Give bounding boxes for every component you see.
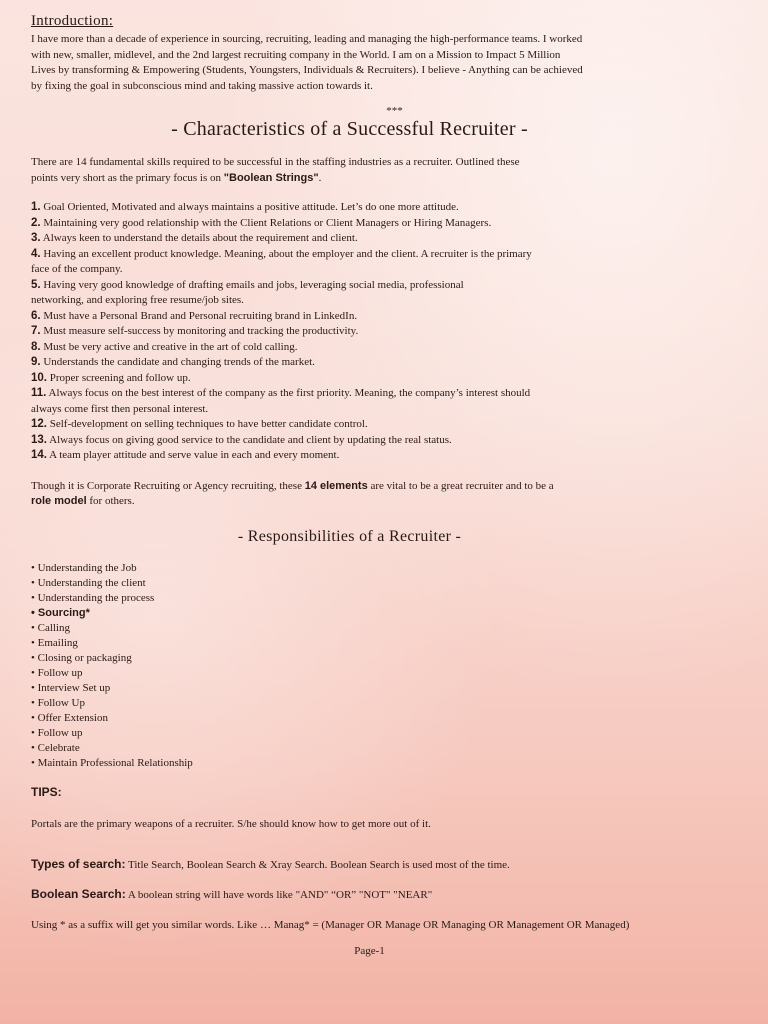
- skill-text: Proper screening and follow up.: [49, 371, 191, 384]
- boolean-search-text: A boolean string will have words like "AND" “OR” "NOT" "NEAR": [125, 888, 433, 901]
- section-separator: ***: [386, 105, 403, 117]
- skill-text: Self-development on selling techniques to have better candidate control.: [49, 418, 368, 430]
- types-of-search-text: Title Search, Boolean Search & Xray Search. Boolean Search is used most of the time.: [125, 859, 510, 871]
- skill-number: 14.: [31, 449, 47, 461]
- skill-text: Having very good knowledge of drafting emails and jobs, leveraging social media, professional: [43, 278, 464, 291]
- intro-line: by fixing the goal in subconscious mind and taking massive action towards it.: [31, 79, 373, 92]
- responsibility-item: • Celebrate: [31, 741, 80, 754]
- types-of-search: [31, 857, 738, 874]
- characteristics-lead: [31, 155, 738, 186]
- skill-text: Must be very active and creative in the art of cold calling.: [43, 340, 298, 353]
- skill-item: [31, 231, 738, 247]
- responsibility-item: • Follow up: [31, 726, 83, 739]
- skill-item: [31, 417, 738, 433]
- characteristics-title: - Characteristics of a Successful Recruiter -: [171, 118, 528, 140]
- skills-list: [31, 200, 738, 464]
- responsibility-item: • Interview Set up: [31, 681, 111, 694]
- skill-text: Always focus on the best interest of the company as the first priority. Meaning, the company’s interest should: [48, 387, 531, 399]
- skill-item: [31, 448, 738, 464]
- skill-text: Always keen to understand the details about the requirement and client.: [42, 232, 358, 244]
- skill-item: [31, 200, 738, 216]
- skill-item: [31, 340, 738, 356]
- skill-text: face of the company.: [31, 263, 123, 275]
- types-of-search-label: Types of search:: [31, 857, 126, 871]
- responsibilities-title: - Responsibilities of a Recruiter -: [237, 527, 462, 545]
- skill-number: 4.: [31, 247, 41, 260]
- summary-text: Though it is Corporate Recruiting or Agency recruiting, these: [31, 479, 305, 492]
- page-number: Page-1: [354, 945, 385, 957]
- summary-line: [31, 479, 738, 495]
- lead-line: There are 14 fundamental skills required to be successful in the staffing industries as a recruiter. Outlined these: [31, 156, 520, 168]
- skill-number: 12.: [31, 418, 47, 430]
- skill-number: 13.: [31, 433, 47, 446]
- skill-number: 8.: [31, 340, 41, 353]
- lead-line: [31, 171, 738, 187]
- skill-number: 11.: [31, 387, 47, 399]
- skill-text: Having an excellent product knowledge. Meaning, about the employer and the client. A recruiter is the primary: [43, 247, 532, 260]
- skill-text: networking, and exploring free resume/job sites.: [31, 294, 244, 306]
- responsibility-item: • Calling: [31, 621, 70, 634]
- responsibility-item: • Maintain Professional Relationship: [31, 756, 193, 769]
- summary-text: are vital to be a great recruiter and to be a: [367, 479, 554, 492]
- characteristics-summary: [31, 479, 738, 510]
- skill-number: 10.: [31, 371, 47, 384]
- skill-item: [31, 324, 738, 340]
- lead-text: points very short as the primary focus is on: [31, 171, 224, 184]
- tips-portals: Portals are the primary weapons of a recruiter. S/he should know how to get more out of it.: [31, 817, 431, 830]
- skill-item: [31, 386, 738, 417]
- skill-text: Always focus on giving good service to the candidate and client by updating the real status.: [49, 433, 452, 446]
- skill-text: A team player attitude and serve value in each and every moment.: [49, 449, 340, 461]
- skill-item: [31, 309, 738, 325]
- summary-emphasis: 14 elements: [304, 479, 368, 492]
- skill-text: Must have a Personal Brand and Personal recruiting brand in LinkedIn.: [43, 309, 358, 322]
- responsibility-item: • Understanding the Job: [31, 561, 137, 574]
- responsibility-item: • Offer Extension: [31, 711, 108, 724]
- skill-number: 5.: [31, 278, 41, 291]
- skill-number: 7.: [31, 325, 41, 337]
- skill-number: 9.: [31, 356, 41, 368]
- skill-item: [31, 371, 738, 387]
- responsibility-item: • Follow up: [31, 666, 83, 679]
- boolean-search: [31, 887, 738, 904]
- skill-text: Maintaining very good relationship with the Client Relations or Client Managers or Hiring Managers.: [43, 216, 492, 229]
- skill-item: [31, 433, 738, 449]
- summary-line: [31, 494, 738, 510]
- responsibilities-list: [31, 561, 738, 771]
- intro-line: Lives by transforming & Empowering (Students, Youngsters, Individuals & Recruiters). I believe - Anything can be achieved: [31, 64, 583, 76]
- responsibility-item: • Emailing: [31, 636, 78, 649]
- intro-line: I have more than a decade of experience in sourcing, recruiting, leading and managing the high-performance teams. I worked: [31, 33, 583, 45]
- skill-number: 6.: [31, 309, 41, 322]
- responsibility-item: • Closing or packaging: [31, 651, 132, 664]
- skill-number: 3.: [31, 232, 41, 244]
- suffix-tip: Using * as a suffix will get you similar words. Like … Manag* = (Manager OR Manage OR Managing OR Management OR Managed): [31, 919, 630, 931]
- responsibility-item: • Sourcing*: [31, 606, 90, 619]
- boolean-strings-emphasis: "Boolean Strings": [223, 171, 319, 184]
- skill-number: 1.: [31, 201, 41, 213]
- skill-text: Must measure self-success by monitoring and tracking the productivity.: [43, 325, 359, 337]
- skill-item: [31, 278, 738, 309]
- skill-item: [31, 355, 738, 371]
- summary-emphasis: role model: [31, 495, 87, 507]
- skill-item: [31, 247, 738, 278]
- tips-heading: TIPS:: [31, 784, 62, 799]
- lead-text: .: [318, 171, 322, 184]
- intro-heading: Introduction:: [31, 13, 114, 29]
- intro-paragraph: [31, 32, 738, 94]
- summary-text: for others.: [86, 495, 135, 507]
- skill-number: 2.: [31, 216, 41, 229]
- responsibility-item: • Understanding the process: [31, 591, 155, 604]
- skill-text: Goal Oriented, Motivated and always maintains a positive attitude. Let’s do one more attitude.: [43, 201, 459, 213]
- skill-text: Understands the candidate and changing trends of the market.: [43, 356, 315, 368]
- boolean-search-label: Boolean Search:: [31, 886, 126, 901]
- responsibility-item: • Follow Up: [31, 696, 85, 709]
- skill-item: [31, 216, 738, 232]
- intro-line: with new, smaller, midlevel, and the 2nd largest recruiting company in the World. I am on a Mission to Impact 5 Million: [31, 48, 561, 61]
- skill-text: always come first then personal interest.: [31, 402, 209, 415]
- responsibility-item: • Understanding the client: [31, 576, 146, 589]
